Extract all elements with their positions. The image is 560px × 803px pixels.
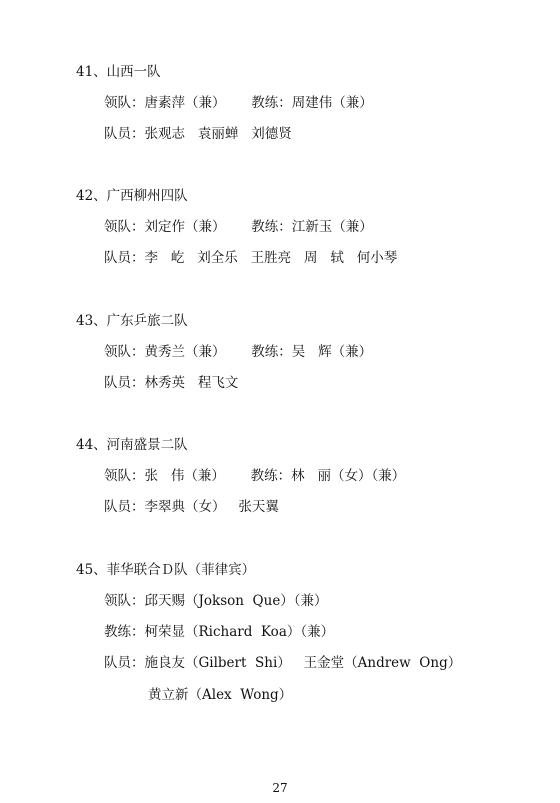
team-coach: 教练：柯荣显（Richard Koa）（兼）: [104, 624, 335, 640]
team-members: 队员：林秀英 程飞文: [104, 375, 239, 391]
team-members: 队员：张观志 袁丽蝉 刘德贤: [104, 126, 292, 142]
team-title: 42、广西柳州四队: [76, 188, 188, 204]
team-leader: 领队：邱天赐（Jokson Que）（兼）: [104, 593, 328, 609]
team-members: 队员：李 屹 刘全乐 王胜亮 周 轼 何小琴: [104, 250, 398, 266]
page-number: 27: [272, 781, 288, 795]
team-title: 44、河南盛景二队: [76, 437, 188, 453]
team-members: 队员：李翠典（女） 张天翼: [104, 499, 279, 515]
team-leader-coach: 领队：张 伟（兼） 教练：林 丽（女）（兼）: [104, 468, 406, 484]
team-leader-coach: 领队：刘定作（兼） 教练：江新玉（兼）: [104, 219, 373, 235]
team-members-continued: 黄立新（Alex Wong）: [148, 687, 293, 703]
team-title: 45、菲华联合Ｄ队（菲律宾）: [76, 562, 256, 578]
team-title: 43、广东乒旅二队: [76, 313, 188, 329]
team-members: 队员：施良友（Gilbert Shi） 王金堂（Andrew Ong）: [104, 655, 462, 671]
team-leader-coach: 领队：黄秀兰（兼） 教练：吴 辉（兼）: [104, 344, 373, 360]
team-leader-coach: 领队：唐素萍（兼） 教练：周建伟（兼）: [104, 95, 373, 111]
team-title: 41、山西一队: [76, 64, 161, 80]
